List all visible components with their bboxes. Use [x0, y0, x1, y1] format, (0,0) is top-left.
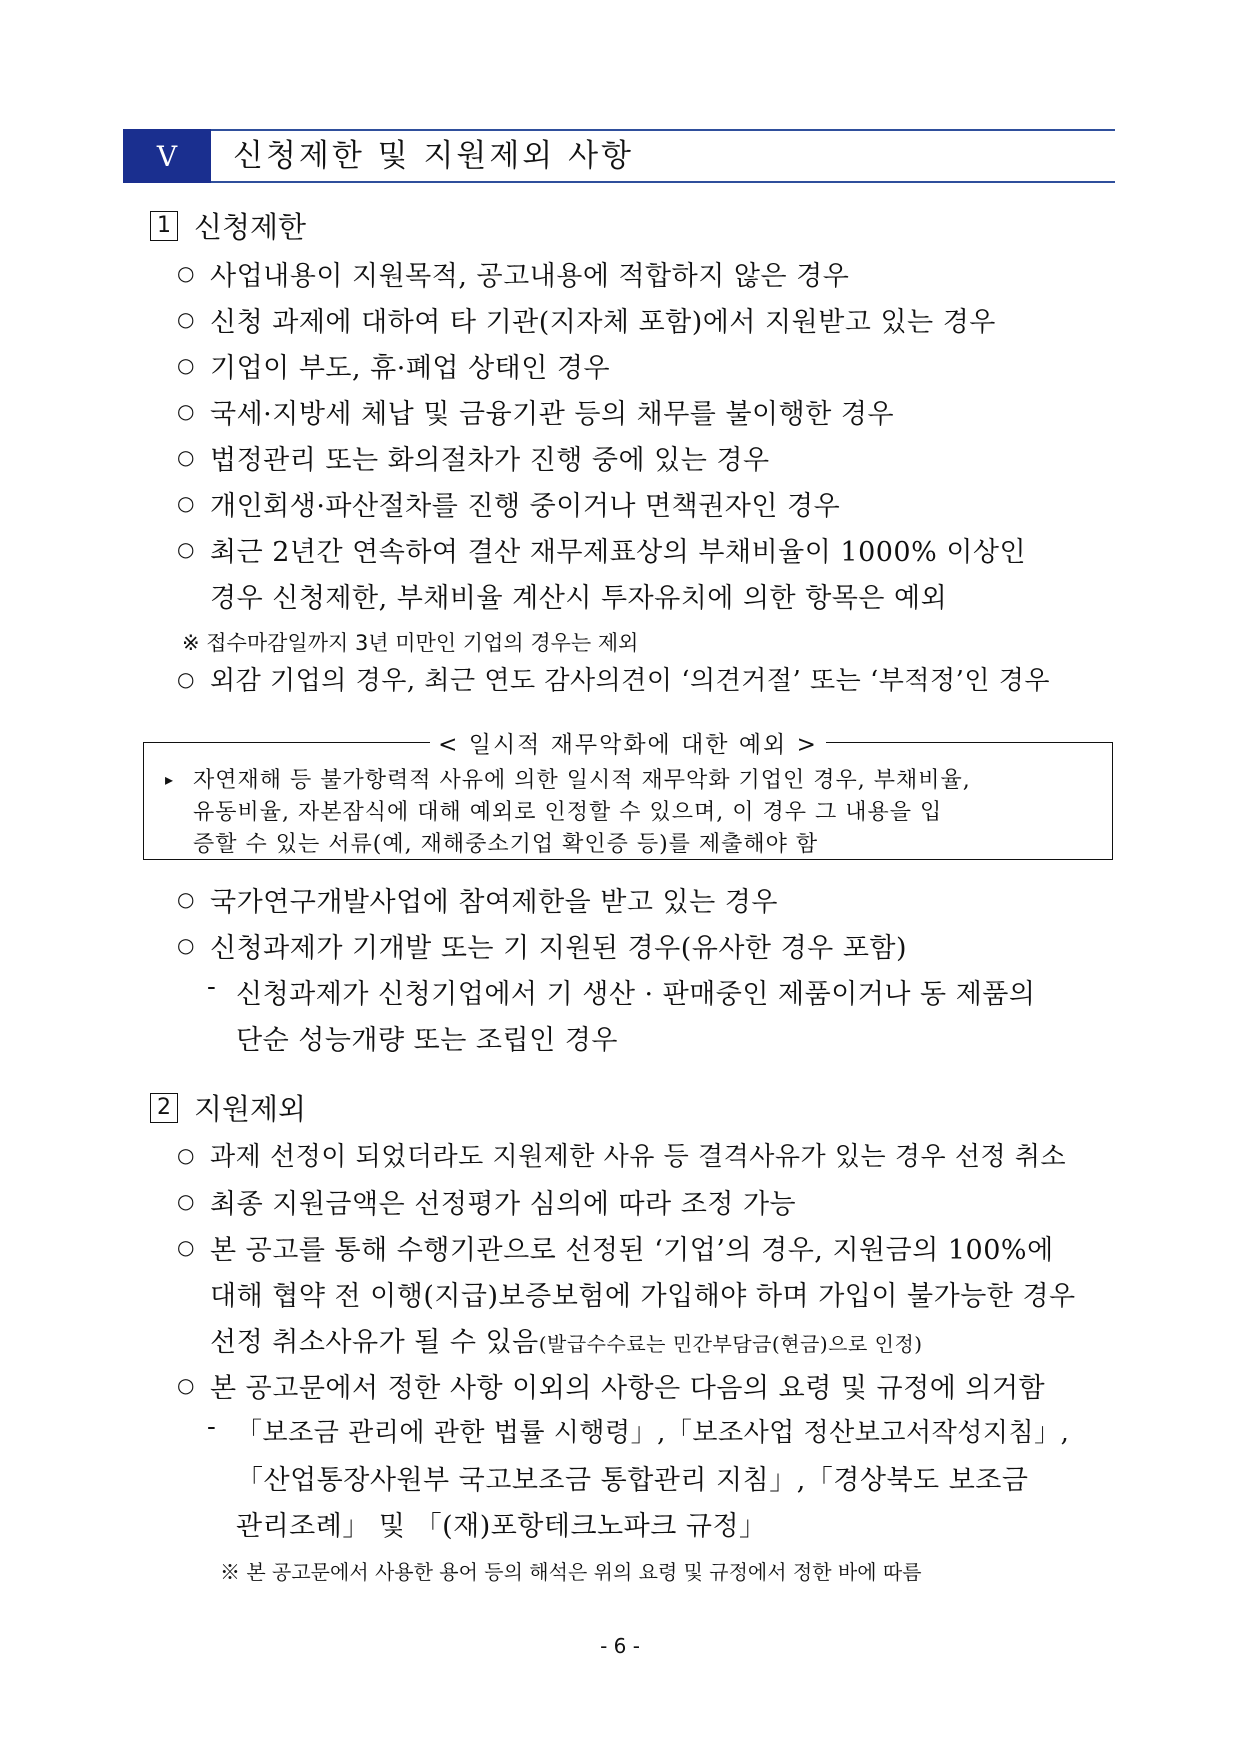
bullet-icon: ○	[177, 353, 195, 377]
list-item: 국가연구개발사업에 참여제한을 받고 있는 경우	[210, 887, 778, 918]
exception-line: 유동비율, 자본잠식에 대해 예외로 인정할 수 있으며, 이 경우 그 내용을 입	[193, 800, 943, 825]
section-title: 신청제한 및 지원제외 사항	[233, 138, 634, 174]
bullet-icon: ○	[177, 261, 195, 285]
list-item: 본 공고를 통해 수행기관으로 선정된 ‘기업’의 경우, 지원금의 100%에	[210, 1235, 1054, 1266]
list-item: 본 공고문에서 정한 사항 이외의 사항은 다음의 요령 및 규정에 의거함	[210, 1373, 1046, 1404]
list-item: 신청과제가 기개발 또는 기 지원된 경우(유사한 경우 포함)	[210, 933, 908, 964]
subsection-2-title: 지원제외	[194, 1092, 307, 1126]
subsection-1-heading	[150, 205, 306, 246]
list-item: 최근 2년간 연속하여 결산 재무제표상의 부채비율이 1000% 이상인	[210, 537, 1027, 568]
section-number: Ⅴ	[123, 129, 211, 183]
dash-icon: -	[207, 972, 216, 1002]
sub-list-item: 신청과제가 신청기업에서 기 생산 · 판매중인 제품이거나 동 제품의	[236, 979, 1036, 1010]
exception-box-title: < 일시적 재무악화에 대한 예외 >	[143, 726, 1113, 759]
subsection-1-number: 1	[150, 211, 178, 241]
subsection-1-title: 신청제한	[194, 210, 307, 244]
section-header	[123, 129, 1115, 183]
list-item: 국세·지방세 체납 및 금융기관 등의 채무를 불이행한 경우	[210, 399, 895, 430]
exception-line: 자연재해 등 불가항력적 사유에 의한 일시적 재무악화 기업인 경우, 부채비율,	[193, 768, 971, 793]
subsection-2-heading	[150, 1087, 306, 1128]
footnote: ※ 접수마감일까지 3년 미만인 기업의 경우는 제외	[182, 631, 639, 655]
list-item: 법정관리 또는 화의절차가 진행 중에 있는 경우	[210, 445, 770, 476]
sub-list-item-continuation: 단순 성능개량 또는 조립인 경우	[236, 1025, 618, 1056]
sub-list-item-continuation: 「산업통장사원부 국고보조금 통합관리 지침」,「경상북도 보조금	[236, 1465, 1029, 1496]
sub-list-item-continuation: 관리조례」 및 「(재)포항테크노파크 규정」	[236, 1511, 767, 1542]
list-item-continuation: 경우 신청제한, 부채비율 계산시 투자유치에 의한 항목은 예외	[210, 583, 948, 614]
list-item: 사업내용이 지원목적, 공고내용에 적합하지 않은 경우	[210, 261, 850, 292]
list-item: 개인회생·파산절차를 진행 중이거나 면책권자인 경우	[210, 491, 841, 522]
bullet-icon: ○	[177, 1189, 195, 1213]
bullet-icon: ○	[177, 491, 195, 515]
bullet-icon: ○	[177, 1235, 195, 1259]
list-item: 과제 선정이 되었더라도 지원제한 사유 등 결격사유가 있는 경우 선정 취소	[210, 1142, 1067, 1172]
page-number: - 6 -	[600, 1634, 640, 1658]
sub-list-item: 「보조금 관리에 관한 법률 시행령」,「보조사업 정산보고서작성지침」,	[236, 1418, 1070, 1448]
bullet-icon: ○	[177, 1143, 195, 1167]
list-item-continuation: 선정 취소사유가 될 수 있음(발급수수료는 민간부담금(현금)으로 인정)	[210, 1327, 923, 1358]
bullet-icon: ○	[177, 887, 195, 911]
list-item: 외감 기업의 경우, 최근 연도 감사의견이 ‘의견거절’ 또는 ‘부적정’인 경우	[210, 666, 1050, 696]
bullet-icon: ○	[177, 667, 195, 691]
list-item: 최종 지원금액은 선정평가 심의에 따라 조정 가능	[210, 1189, 797, 1220]
bullet-icon: ○	[177, 1373, 195, 1397]
exception-line: 증할 수 있는 서류(예, 재해중소기업 확인증 등)를 제출해야 함	[193, 832, 819, 857]
list-item-continuation: 대해 협약 전 이행(지급)보증보험에 가입해야 하며 가입이 불가능한 경우	[210, 1281, 1076, 1312]
triangle-bullet-icon: ▸	[165, 770, 174, 789]
dash-icon: -	[207, 1412, 216, 1442]
bullet-icon: ○	[177, 445, 195, 469]
list-item: 신청 과제에 대하여 타 기관(지자체 포함)에서 지원받고 있는 경우	[210, 307, 996, 338]
list-item: 기업이 부도, 휴·폐업 상태인 경우	[210, 353, 611, 384]
subsection-2-number: 2	[150, 1093, 178, 1123]
bullet-icon: ○	[177, 933, 195, 957]
bullet-icon: ○	[177, 399, 195, 423]
bullet-icon: ○	[177, 307, 195, 331]
bullet-icon: ○	[177, 537, 195, 561]
footnote: ※ 본 공고문에서 사용한 용어 등의 해석은 위의 요령 및 규정에서 정한 바에 따름	[220, 1560, 922, 1584]
fee-note: (발급수수료는 민간부담금(현금)으로 인정)	[538, 1332, 923, 1356]
